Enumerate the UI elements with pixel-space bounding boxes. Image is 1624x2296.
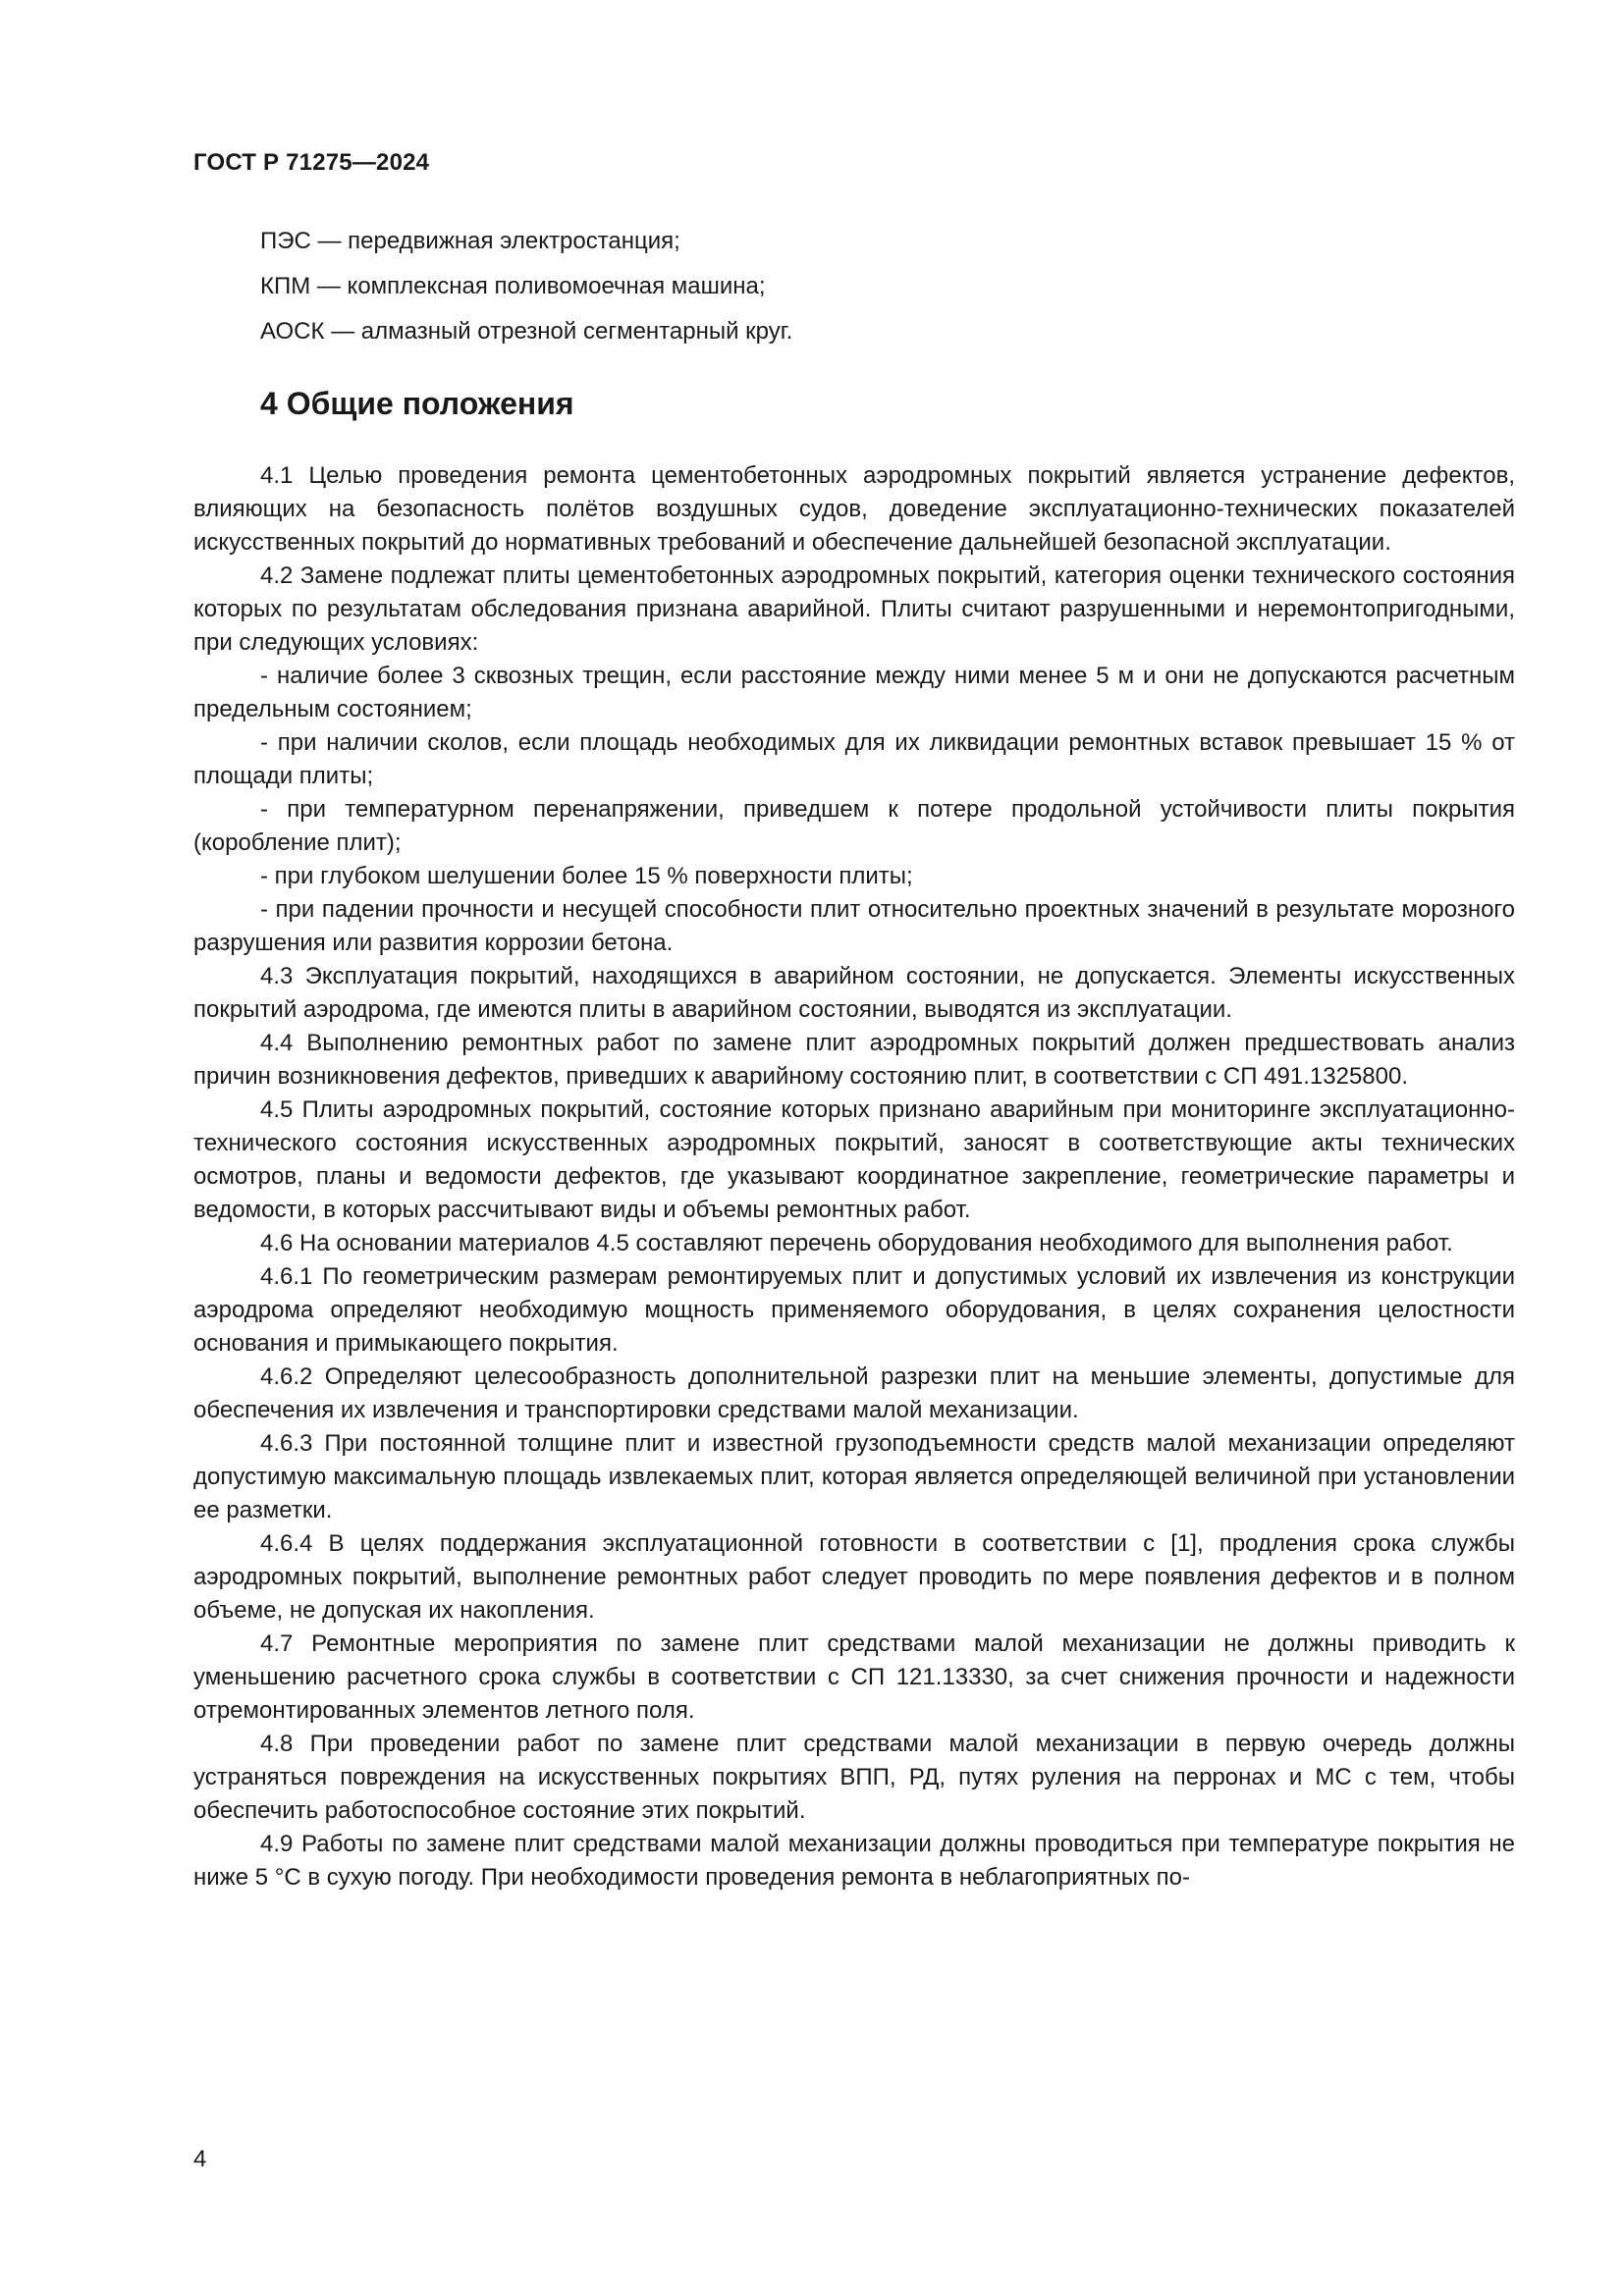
list-item-spalls: - при наличии сколов, если площадь необходимых для их ликвидации ремонтных вставок превышает 15 % от площади плиты; bbox=[193, 729, 1515, 789]
paragraph-4-2: 4.2 Замене подлежат плиты цементобетонных аэродромных покрытий, категория оценки технического состояния которых по результатам обследования признана аварийной. Плиты считают разрушенными и неремонтопригодными, при следующих условиях: bbox=[193, 562, 1515, 656]
list-item-overstress: - при температурном перенапряжении, приведшем к потере продольной устойчивости плиты покрытия (коробление плит); bbox=[193, 796, 1515, 856]
abbreviation-item: ПЭС — передвижная электростанция; bbox=[260, 228, 680, 254]
document-code-header: ГОСТ Р 71275—2024 bbox=[193, 149, 430, 176]
page-number: 4 bbox=[193, 2146, 207, 2172]
abbreviation-item: КПМ — комплексная поливомоечная машина; bbox=[260, 273, 766, 299]
section-title: 4 Общие положения bbox=[260, 386, 574, 421]
paragraph-4-6-2: 4.6.2 Определяют целесообразность дополнительной разрезки плит на меньшие элементы, допустимые для обеспечения их извлечения и транспортировки средствами малой механизации. bbox=[193, 1363, 1515, 1423]
abbreviation-item: АОСК — алмазный отрезной сегментарный круг. bbox=[260, 318, 793, 345]
paragraph-4-8: 4.8 При проведении работ по замене плит средствами малой механизации в первую очередь должны устраняться повреждения на искусственных покрытиях ВПП, РД, путях руления на перронах и МС с тем, чтобы обеспечить работоспособное состояние этих покрытий. bbox=[193, 1731, 1515, 1824]
list-item-strength-loss: - при падении прочности и несущей способности плит относительно проектных значений в результате морозного разрушения или развития коррозии бетона. bbox=[193, 896, 1515, 956]
paragraph-4-6-4: 4.6.4 В целях поддержания эксплуатационной готовности в соответствии с [1], продления срока службы аэродромных покрытий, выполнение ремонтных работ следует проводить по мере появления дефектов и в полном объеме, не допуская их накопления. bbox=[193, 1530, 1515, 1624]
paragraph-4-7: 4.7 Ремонтные мероприятия по замене плит средствами малой механизации не должны приводить к уменьшению расчетного срока службы в соответствии с СП 121.13330, за счет снижения прочности и надежности отремонтированных элементов летного поля. bbox=[193, 1630, 1515, 1724]
abbreviation-list bbox=[260, 224, 1517, 359]
paragraph-4-5: 4.5 Плиты аэродромных покрытий, состояние которых признано аварийным при мониторинге эксплуатационно-технического состояния искусственных аэродромных покрытий, заносят в соответствующие акты технических осмотров, планы и ведомости дефектов, где указывают координатное закрепление, геометрические параметры и ведомости, в которых рассчитывают виды и объемы ремонтных работ. bbox=[193, 1096, 1515, 1223]
paragraph-4-9: 4.9 Работы по замене плит средствами малой механизации должны проводиться при температуре покрытия не ниже 5 °С в сухую погоду. При необходимости проведения ремонта в неблагоприятных по- bbox=[193, 1831, 1515, 1891]
paragraph-4-3: 4.3 Эксплуатация покрытий, находящихся в аварийном состоянии, не допускается. Элементы искусственных покрытий аэродрома, где имеются плиты в аварийном состоянии, выводятся из эксплуатации. bbox=[193, 963, 1515, 1023]
paragraph-4-4: 4.4 Выполнению ремонтных работ по замене плит аэродромных покрытий должен предшествовать анализ причин возникновения дефектов, приведших к аварийному состоянию плит, в соответствии с СП 491.1325800. bbox=[193, 1030, 1515, 1090]
list-item-cracks: - наличие более 3 сквозных трещин, если расстояние между ними менее 5 м и они не допускаются расчетным предельным состоянием; bbox=[193, 663, 1515, 722]
list-item-scaling: - при глубоком шелушении более 15 % поверхности плиты; bbox=[260, 863, 913, 889]
paragraph-4-6: 4.6 На основании материалов 4.5 составляют перечень оборудования необходимого для выполнения работ. bbox=[260, 1230, 1453, 1256]
paragraph-4-6-3: 4.6.3 При постоянной толщине плит и известной грузоподъемности средств малой механизации определяют допустимую максимальную площадь извлекаемых плит, которая является определяющей величиной при установлении ее разметки. bbox=[193, 1430, 1515, 1523]
paragraph-4-6-1: 4.6.1 По геометрическим размерам ремонтируемых плит и допустимых условий их извлечения из конструкции аэродрома определяют необходимую мощность применяемого оборудования, в целях сохранения целостности основания и примыкающего покрытия. bbox=[193, 1263, 1515, 1357]
section-body bbox=[193, 459, 1515, 1895]
paragraph-4-1: 4.1 Целью проведения ремонта цементобетонных аэродромных покрытий является устранение дефектов, влияющих на безопасность полётов воздушных судов, доведение эксплуатационно-технических показателей искусственных покрытий до нормативных требований и обеспечение дальнейшей безопасной эксплуатации. bbox=[193, 462, 1515, 556]
